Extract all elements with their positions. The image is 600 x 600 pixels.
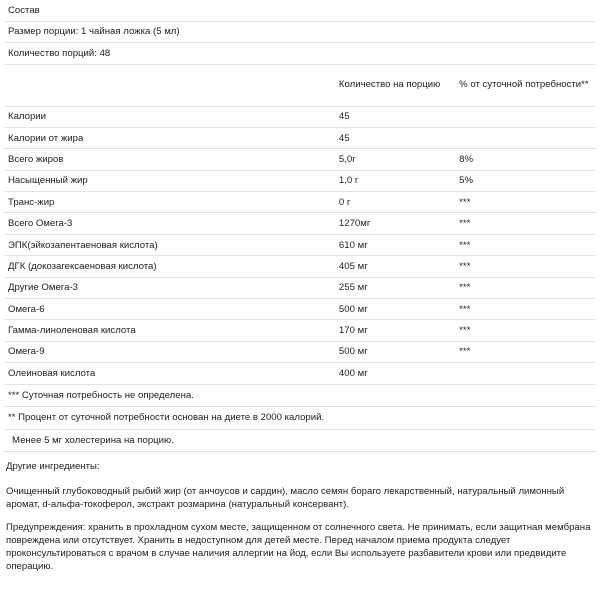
nutrient-amount: 5,0г bbox=[335, 149, 455, 170]
table-row bbox=[4, 192, 596, 213]
table-row bbox=[4, 170, 596, 191]
nutrient-amount: 610 мг bbox=[335, 234, 455, 255]
servings-per-container: Количество порций: 48 bbox=[4, 43, 596, 65]
footnote-cholesterol: Менее 5 мг холестерина на порцию. bbox=[4, 429, 596, 452]
nutrient-dv: *** bbox=[455, 299, 596, 320]
nutrient-dv: 5% bbox=[455, 170, 596, 191]
other-ingredients-title: Другие ингредиенты: bbox=[6, 461, 100, 473]
column-header-row bbox=[4, 64, 596, 106]
nutrient-name: Всего жиров bbox=[4, 149, 335, 170]
facts-title: Состав bbox=[4, 0, 596, 21]
header-daily-value: % от суточной потребности** bbox=[455, 64, 596, 106]
nutrient-name: Насыщенный жир bbox=[4, 170, 335, 191]
nutrient-amount: 170 мг bbox=[335, 320, 455, 341]
nutrient-amount: 1,0 г bbox=[335, 170, 455, 191]
nutrient-dv: *** bbox=[455, 341, 596, 362]
table-row bbox=[4, 213, 596, 234]
nutrient-name: Омега-9 bbox=[4, 341, 335, 362]
nutrient-dv: 8% bbox=[455, 149, 596, 170]
nutrient-amount: 45 bbox=[335, 127, 455, 148]
footnote-percent-basis: ** Процент от суточной потребности основан на диете в 2000 калорий. bbox=[4, 407, 596, 430]
nutrient-dv: *** bbox=[455, 192, 596, 213]
nutrient-amount: 0 г bbox=[335, 192, 455, 213]
nutrient-amount: 500 мг bbox=[335, 341, 455, 362]
nutrient-amount: 405 мг bbox=[335, 256, 455, 277]
nutrient-amount: 45 bbox=[335, 106, 455, 127]
nutrient-amount: 255 мг bbox=[335, 277, 455, 298]
nutrient-dv: *** bbox=[455, 256, 596, 277]
table-row bbox=[4, 363, 596, 384]
nutrient-dv: *** bbox=[455, 320, 596, 341]
other-ingredients-text: Очищенный глубоководный рыбий жир (от анчоусов и сардин), масло семян бораго лекарственный, натуральный лимонный аромат, d-альфа-токоферол, экстракт розмарина (натуральный консервант). bbox=[6, 486, 565, 511]
table-row bbox=[4, 149, 596, 170]
nutrient-dv bbox=[455, 127, 596, 148]
footnote-daily-value-undefined: *** Суточная потребность не определена. bbox=[4, 384, 596, 407]
table-row bbox=[4, 234, 596, 255]
nutrient-name: Калории bbox=[4, 106, 335, 127]
supplement-facts-table bbox=[4, 0, 596, 452]
nutrient-amount: 500 мг bbox=[335, 299, 455, 320]
table-row bbox=[4, 341, 596, 362]
nutrient-name: Олеиновая кислота bbox=[4, 363, 335, 384]
table-row bbox=[4, 127, 596, 148]
nutrient-dv bbox=[455, 363, 596, 384]
nutrient-name: Гамма-линоленовая кислота bbox=[4, 320, 335, 341]
table-row bbox=[4, 277, 596, 298]
warnings-text: Предупреждения: хранить в прохладном сухом месте, защищенном от солнечного света. Не принимать, если защитная мембрана повреждена или отсутствует. Хранить в недоступном для детей месте. Перед началом приема продукта следует проконсультироваться с врачом в случае наличия аллергии на йод, если Вы используете разбавители крови или предвидите операцию. bbox=[6, 522, 591, 573]
nutrient-name: ЭПК(эйкозапентаеновая кислота) bbox=[4, 234, 335, 255]
table-row bbox=[4, 320, 596, 341]
nutrient-dv: *** bbox=[455, 213, 596, 234]
nutrient-amount: 400 мг bbox=[335, 363, 455, 384]
nutrient-amount: 1270мг bbox=[335, 213, 455, 234]
header-blank bbox=[4, 64, 335, 106]
nutrient-name: Другие Омега-3 bbox=[4, 277, 335, 298]
table-row bbox=[4, 106, 596, 127]
nutrient-name: Омега-6 bbox=[4, 299, 335, 320]
header-amount: Количество на порцию bbox=[335, 64, 455, 106]
nutrient-dv: *** bbox=[455, 277, 596, 298]
nutrient-name: ДГК (докозагексаеновая кислота) bbox=[4, 256, 335, 277]
nutrient-name: Транс-жир bbox=[4, 192, 335, 213]
nutrient-name: Калории от жира bbox=[4, 127, 335, 148]
nutrient-dv bbox=[455, 106, 596, 127]
table-row bbox=[4, 256, 596, 277]
serving-size: Размер порции: 1 чайная ложка (5 мл) bbox=[4, 21, 596, 43]
nutrient-name: Всего Омега-3 bbox=[4, 213, 335, 234]
table-row bbox=[4, 299, 596, 320]
nutrient-dv: *** bbox=[455, 234, 596, 255]
